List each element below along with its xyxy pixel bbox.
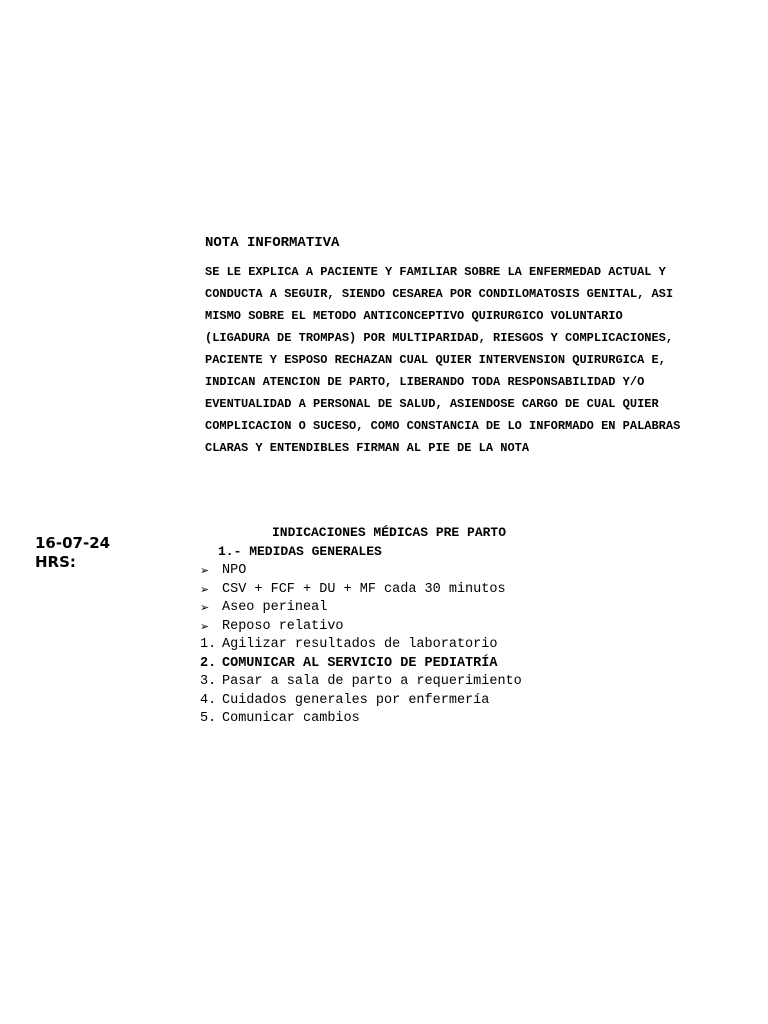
list-item-text: CSV + FCF + DU + MF cada 30 minutos xyxy=(222,581,506,597)
list-item-text: Cuidados generales por enfermería xyxy=(222,692,490,708)
indicaciones-title: INDICACIONES MÉDICAS PRE PARTO xyxy=(272,525,507,540)
nota-line: CONDUCTA A SEGUIR, SIENDO CESAREA POR CONDILOMATOSIS GENITAL, ASI xyxy=(205,287,674,301)
list-item-number: 5. xyxy=(200,711,217,727)
indicaciones-subtitle: 1.- MEDIDAS GENERALES xyxy=(218,544,382,559)
hrs-label: HRS: xyxy=(35,553,76,571)
nota-line: MISMO SOBRE EL METODO ANTICONCEPTIVO QUIRURGICO VOLUNTARIO xyxy=(205,309,623,323)
nota-line: COMPLICACION O SUCESO, COMO CONSTANCIA DE LO INFORMADO EN PALABRAS xyxy=(205,419,681,433)
nota-line: EVENTUALIDAD A PERSONAL DE SALUD, ASIENDOSE CARGO DE CUAL QUIER xyxy=(205,397,659,411)
nota-line: INDICAN ATENCION DE PARTO, LIBERANDO TODA RESPONSABILIDAD Y/O xyxy=(205,375,645,389)
nota-line: CLARAS Y ENTENDIBLES FIRMAN AL PIE DE LA NOTA xyxy=(205,441,530,455)
date-block xyxy=(35,534,110,572)
nota-body xyxy=(205,261,680,459)
list-item-number: 1. xyxy=(200,637,217,652)
arrow-bullet-icon: ➢ xyxy=(200,564,210,577)
list-item-text: Reposo relativo xyxy=(222,618,344,634)
list-item-text: COMUNICAR AL SERVICIO DE PEDIATRÍA xyxy=(222,655,498,671)
list-item-text: Pasar a sala de parto a requerimiento xyxy=(222,674,522,690)
nota-line: PACIENTE Y ESPOSO RECHAZAN CUAL QUIER INTERVENSION QUIRURGICA E, xyxy=(205,353,666,367)
nota-title: NOTA INFORMATIVA xyxy=(205,235,340,251)
list-item-text: Agilizar resultados de laboratorio xyxy=(222,637,498,652)
arrow-bullet-icon: ➢ xyxy=(200,601,210,615)
date-label: 16-07-24 xyxy=(35,534,111,552)
list-item-text: Aseo perineal xyxy=(222,600,328,616)
list-item-number: 2. xyxy=(200,655,217,671)
arrow-bullet-icon: ➢ xyxy=(200,582,210,596)
list-item-number: 4. xyxy=(200,692,217,708)
list-item-number: 3. xyxy=(200,674,217,690)
arrow-bullet-icon: ➢ xyxy=(200,619,210,633)
nota-line: SE LE EXPLICA A PACIENTE Y FAMILIAR SOBRE LA ENFERMEDAD ACTUAL Y xyxy=(205,265,666,279)
nota-line: (LIGADURA DE TROMPAS) POR MULTIPARIDAD, RIESGOS Y COMPLICACIONES, xyxy=(205,331,674,345)
list-item-text: NPO xyxy=(222,563,247,578)
list-item-text: Comunicar cambios xyxy=(222,711,360,727)
